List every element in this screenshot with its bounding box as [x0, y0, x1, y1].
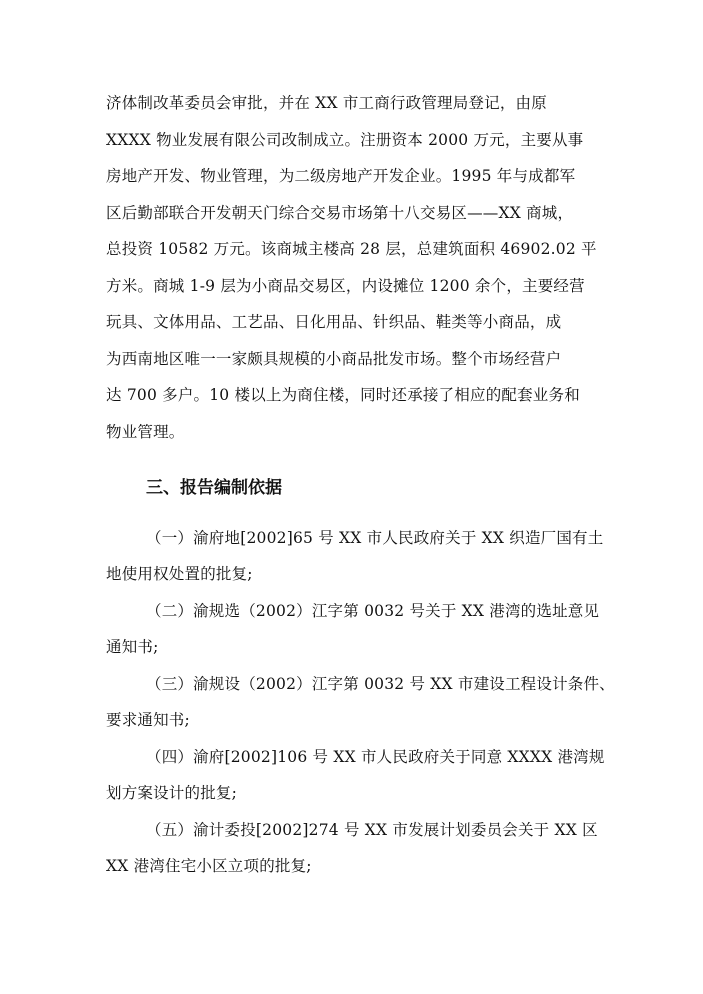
intro-line: 玩具、文体用品、工艺品、日化用品、针织品、鞋类等小商品，成: [106, 313, 562, 331]
intro-line: 区后勤部联合开发朝天门综合交易市场第十八交易区——XX 商城，: [106, 204, 574, 222]
intro-line: 方米。商城 1-9 层为小商品交易区，内设摊位 1200 余个，主要经营: [106, 277, 585, 295]
intro-line: 房地产开发、物业管理，为二级房地产开发企业。1995 年与成都军: [106, 167, 576, 185]
basis-item-line: （五）渝计委投[2002]274 号 XX 市发展计划委员会关于 XX 区: [146, 821, 598, 839]
basis-item-line: 通知书;: [106, 638, 159, 656]
basis-item-line: 要求通知书;: [106, 711, 190, 729]
intro-line: 济体制改革委员会审批，并在 XX 市工商行政管理局登记，由原: [106, 94, 547, 112]
intro-line: 总投资 10582 万元。该商城主楼高 28 层，总建筑面积 46902.02 平: [106, 240, 597, 258]
basis-item-line: 划方案设计的批复;: [106, 784, 238, 802]
section-heading: 三、报告编制依据: [146, 478, 282, 498]
intro-line: 为西南地区唯一一家颇具规模的小商品批发市场。整个市场经营户: [106, 350, 562, 368]
basis-item-line: XX 港湾住宅小区立项的批复;: [106, 857, 312, 875]
basis-item-line: （四）渝府[2002]106 号 XX 市人民政府关于同意 XXXX 港湾规: [146, 748, 605, 766]
basis-item-line: （一）渝府地[2002]65 号 XX 市人民政府关于 XX 织造厂国有土: [146, 529, 604, 547]
intro-line: XXXX 物业发展有限公司改制成立。注册资本 2000 万元，主要从事: [106, 131, 584, 149]
basis-item-line: 地使用权处置的批复;: [106, 565, 253, 583]
intro-line: 达 700 多户。10 楼以上为商住楼，同时还承接了相应的配套业务和: [106, 386, 580, 404]
basis-item-line: （三）渝规设（2002）江字第 0032 号 XX 市建设工程设计条件、: [146, 675, 615, 693]
basis-item-line: （二）渝规选（2002）江字第 0032 号关于 XX 港湾的选址意见: [146, 602, 600, 620]
intro-line: 物业管理。: [106, 423, 185, 441]
